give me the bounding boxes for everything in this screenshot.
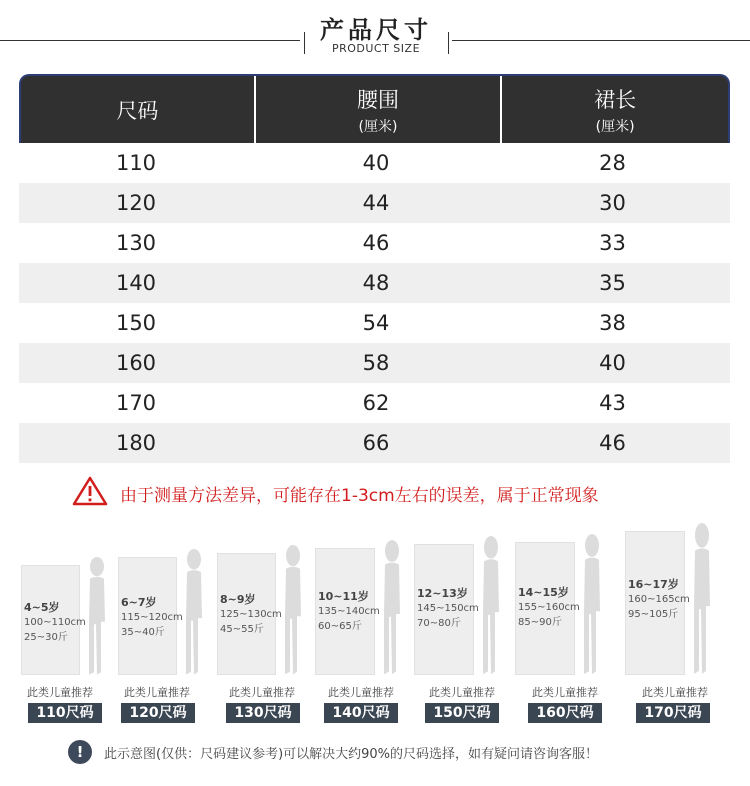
kid-weight: 70~80斤 (417, 617, 461, 629)
table-header (19, 74, 730, 143)
waist-cell: 44 (362, 191, 390, 215)
recommend-label: 此类儿童推荐 (532, 686, 598, 699)
kid-info (318, 589, 380, 634)
child-silhouette-icon (478, 536, 504, 677)
recommended-size-badge: 170尺码 (636, 703, 710, 723)
column-label: 腰围 (356, 87, 399, 112)
column-header-waist (254, 76, 501, 143)
title-divider-right (452, 40, 750, 41)
kid-height: 145~150cm (417, 602, 479, 614)
kid-info (24, 600, 86, 645)
child-silhouette-icon (579, 534, 605, 677)
kid-height: 155~160cm (518, 601, 580, 613)
kid-info (417, 586, 479, 631)
recommended-size-badge: 130尺码 (226, 703, 300, 723)
page-title: 产品尺寸 (320, 16, 432, 44)
size-cell: 180 (115, 431, 157, 455)
recommend-label: 此类儿童推荐 (642, 686, 708, 699)
kid-age: 14~15岁 (518, 585, 569, 599)
recommended-size-badge: 120尺码 (121, 703, 195, 723)
size-note (68, 740, 598, 764)
title-bracket-right (448, 32, 449, 54)
kid-height: 135~140cm (318, 605, 380, 617)
recommended-size-badge: 150尺码 (425, 703, 499, 723)
column-label: 尺码 (116, 98, 159, 123)
child-silhouette-icon (280, 545, 306, 677)
kid-info (518, 585, 580, 630)
recommend-label: 此类儿童推荐 (429, 686, 495, 699)
recommend-label: 此类儿童推荐 (328, 686, 394, 699)
title-bracket-left (304, 32, 305, 54)
kid-height: 125~130cm (220, 609, 282, 621)
length-cell: 28 (599, 151, 626, 175)
size-table (19, 74, 730, 463)
kid-height: 100~110cm (24, 617, 86, 629)
size-cell: 160 (115, 351, 157, 375)
length-cell: 30 (599, 191, 626, 215)
kid-age: 16~17岁 (628, 578, 679, 592)
exclamation-icon: ! (68, 740, 92, 764)
table-row (19, 183, 730, 223)
size-cell: 140 (115, 271, 157, 295)
column-unit: (厘米) (595, 118, 635, 135)
kid-weight: 95~105斤 (628, 609, 679, 621)
warning-text: 由于测量方法差异，可能存在1-3cm左右的误差，属于正常现象 (120, 485, 599, 506)
length-cell: 38 (599, 311, 626, 335)
recommended-size-badge: 110尺码 (28, 703, 102, 723)
recommended-size-badge: 140尺码 (324, 703, 398, 723)
child-silhouette-icon (379, 540, 405, 677)
column-unit: (厘米) (358, 118, 398, 135)
waist-cell: 58 (362, 351, 390, 375)
kid-weight: 25~30斤 (24, 632, 68, 644)
waist-cell: 46 (362, 231, 390, 255)
length-cell: 33 (599, 231, 626, 255)
length-cell: 35 (599, 271, 626, 295)
table-row (19, 343, 730, 383)
kid-info (628, 577, 690, 622)
child-silhouette-icon (84, 557, 110, 677)
size-cell: 120 (115, 191, 157, 215)
kid-info (121, 595, 183, 640)
table-row (19, 143, 730, 183)
page-subtitle: PRODUCT SIZE (331, 42, 421, 55)
kid-weight: 45~55斤 (220, 624, 264, 636)
length-cell: 40 (599, 351, 626, 375)
kid-age: 4~5岁 (24, 601, 60, 615)
column-label: 裙长 (594, 87, 637, 112)
table-row (19, 223, 730, 263)
note-text: 此示意图(仅供：尺码建议参考)可以解决大约90%的尺码选择，如有疑问请咨询客服！ (104, 746, 599, 762)
kid-age: 10~11岁 (318, 589, 369, 603)
size-cell: 170 (115, 391, 157, 415)
recommend-label: 此类儿童推荐 (27, 686, 93, 699)
child-silhouette-icon (181, 549, 207, 677)
kid-weight: 60~65斤 (318, 620, 362, 632)
kid-weight: 35~40斤 (121, 626, 165, 638)
size-cell: 130 (115, 231, 157, 255)
column-header-skirt-length (500, 76, 728, 143)
size-cell: 110 (115, 151, 157, 175)
kid-age: 6~7岁 (121, 595, 157, 609)
recommend-label: 此类儿童推荐 (124, 686, 190, 699)
kid-height: 160~165cm (628, 594, 690, 606)
waist-cell: 66 (362, 431, 390, 455)
waist-cell: 48 (362, 271, 390, 295)
table-row (19, 423, 730, 463)
child-silhouette-icon (689, 523, 715, 677)
kid-age: 8~9岁 (220, 593, 256, 607)
kid-height: 115~120cm (121, 611, 183, 623)
length-cell: 43 (599, 391, 626, 415)
warning-triangle-icon (72, 476, 108, 510)
waist-cell: 54 (362, 311, 390, 335)
kid-info (220, 592, 282, 637)
size-cell: 150 (115, 311, 157, 335)
waist-cell: 40 (362, 151, 390, 175)
title-divider-left (0, 40, 300, 41)
length-cell: 46 (599, 431, 626, 455)
recommend-label: 此类儿童推荐 (229, 686, 295, 699)
kid-weight: 85~90斤 (518, 616, 562, 628)
table-row (19, 263, 730, 303)
table-row (19, 383, 730, 423)
waist-cell: 62 (362, 391, 390, 415)
table-body (19, 143, 730, 463)
table-row (19, 303, 730, 343)
kid-age: 12~13岁 (417, 586, 468, 600)
recommended-size-badge: 160尺码 (528, 703, 602, 723)
column-header-size (21, 76, 254, 143)
measurement-warning (72, 478, 692, 508)
